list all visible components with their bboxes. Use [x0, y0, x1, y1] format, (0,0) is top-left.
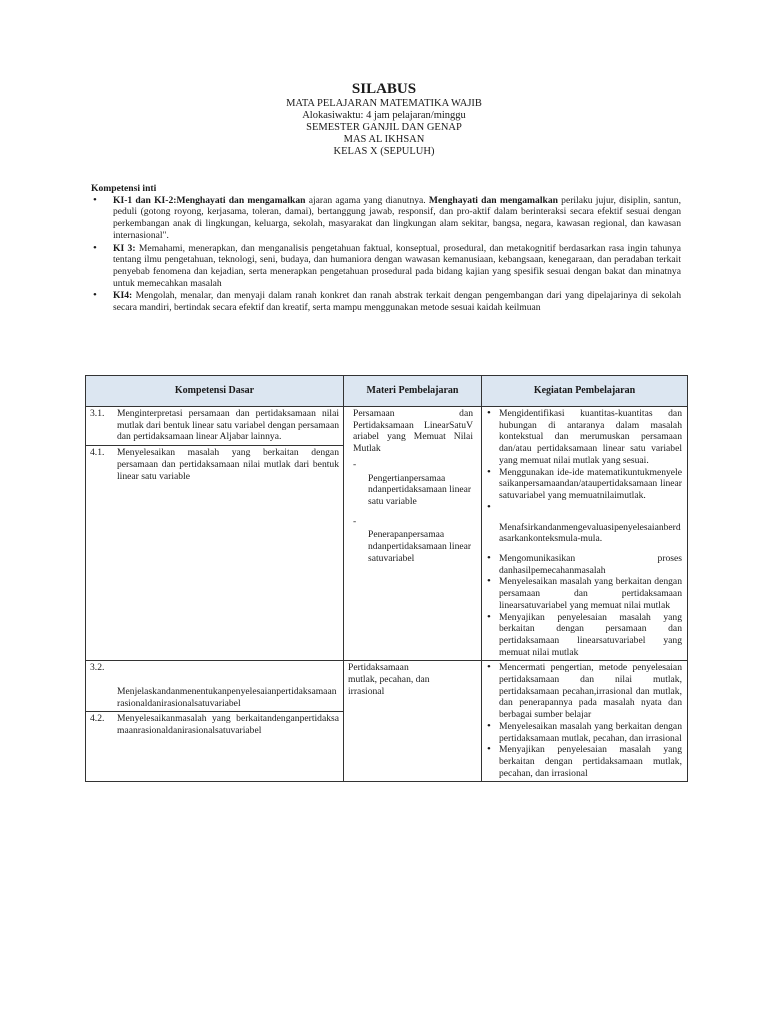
class-line: KELAS X (SEPULUH) — [333, 146, 435, 157]
kd-number: 4.1. — [90, 447, 105, 459]
materi-dash: - — [353, 458, 357, 470]
header-kegiatan: Kegiatan Pembelajaran — [482, 376, 688, 407]
core-item-ki1-label: KI-1 dan KI-2:Menghayati dan mengamalkan — [113, 194, 306, 206]
document-title: SILABUS — [351, 81, 417, 97]
core-item-ki2-text: perilaku jujur, disiplin, santun, peduli (gotong royong, kerjasama, toleran, damai), bertanggung jawab, responsif, dan pro-aktif dalam berinteraksi secara efektif sesuai dengan perkembangan anak di lingkungan, keluarga, sekolah, masyarakat dan lingkungan alam sekitar, bangsa, negara, kawasan regional, dan kawasan internasional". — [113, 194, 682, 241]
materi-main: Pertidaksamaan mutlak, pecahan, dan irrasional — [348, 662, 430, 697]
header-materi: Materi Pembelajaran — [344, 376, 482, 407]
kegiatan-list — [486, 662, 682, 779]
subject-line: MATA PELAJARAN MATEMATIKA WAJIB — [286, 98, 482, 109]
syllabus-header — [0, 80, 768, 158]
materi-dash: - — [353, 515, 357, 527]
kd-item — [86, 407, 343, 445]
materi-cell — [344, 661, 482, 782]
kd-item — [86, 661, 343, 711]
core-item-ki2-label: Menghayati dan mengamalkan — [428, 194, 558, 206]
kegiatan-cell — [482, 661, 688, 782]
materi-main: Persamaan dan Pertidaksamaan LinearSatuV ariabel yang Memuat Nilai Mutlak — [353, 408, 473, 455]
core-competencies — [91, 183, 681, 315]
materi-sub-item: Pengertianpersamaa ndanpertidaksamaan linear satu variable — [368, 472, 472, 507]
table-row — [86, 661, 688, 782]
materi-cell — [344, 407, 482, 661]
kd-cell — [86, 661, 344, 782]
kd-item — [86, 445, 343, 484]
core-item-ki4-label: KI4: — [113, 290, 133, 302]
kd-item — [86, 711, 343, 738]
list-item: • Mencermati pengertian, metode penyelesaian pertidaksamaan dan nilai mutlak, pertidaksamaan pecahan,irrasional dan mutlak, dan penerapannya pada masalah nyata dan berbagai sumber belajar — [486, 662, 682, 721]
materi-sub-item: Penerapanpersamaa ndanpertidaksamaan linear satuvariabel — [368, 529, 472, 564]
list-item: • Mengidentifikasi kuantitas-kuantitas dan hubungan di antaranya dalam masalah kontekstual dan merumuskan persamaan dan/atau pertidaksamaan linear satu variabel yang memuat nilai mutlak yang sesuai. — [486, 408, 682, 467]
kd-number: 3.2. — [90, 662, 105, 674]
kegiatan-list — [486, 553, 682, 658]
core-item-ki4-text: Mengolah, menalar, dan menyaji dalam ranah konkret dan ranah abstrak terkait dengan pengembangan dari yang dipelajarinya di sekolah secara mandiri, bertindak secara efektif dan kreatif, serta mampu menggunakan metode sesuai kaidah keilmuan — [113, 290, 681, 314]
list-item: • Menggunakan ide-ide matematikuntukmenyelesaikanpersamaandan/ataupertidaksamaan linear satuvariabel yang memuatnilaimutlak. — [486, 467, 682, 502]
kegiatan-text: Menafsirkandanmengevaluasipenyelesaianberdasarkankonteksmula-mula. — [499, 521, 681, 545]
list-item: • Menyajikan penyelesaian masalah yang berkaitan dengan persamaan dan pertidaksamaan linearsatuvariabel yang memuat nilai mutlak — [486, 612, 682, 659]
kd-text: Menyelesaikanmasalah yang berkaitandenganpertidaksamaanrasionaldanirasionalsatuvariabel — [117, 713, 339, 737]
list-item-empty — [486, 502, 682, 514]
kegiatan-list — [486, 408, 682, 514]
core-item-ki4 — [91, 290, 681, 313]
header-kompetensi-dasar: Kompetensi Dasar — [86, 376, 344, 407]
table-header-row — [86, 376, 688, 407]
kd-text: Menginterpretasi persamaan dan pertidaksamaan nilai mutlak dari bentuk linear satu variabel dengan persamaan dan pertidaksamaan linear Aljabar lainnya. — [117, 408, 339, 443]
kd-cell — [86, 407, 344, 661]
list-item: • Menyajikan penyelesaian masalah yang berkaitan dengan pertidaksamaan mutlak, pecahan, dan irrasional — [486, 744, 682, 779]
core-item-ki1-ki2 — [91, 195, 681, 242]
core-item-ki3-label: KI 3: — [113, 242, 136, 254]
kegiatan-cell — [482, 407, 688, 661]
list-item: • Mengomunikasikan proses danhasilpemecahanmasalah — [486, 553, 682, 576]
kd-text: Menjelaskandanmenentukanpenyelesaianpertidaksamaanrasionaldanirasionalsatuvariabel — [117, 686, 337, 709]
core-item-ki1-text: ajaran agama yang dianutnya. — [305, 194, 429, 206]
list-item: • Menyelesaikan masalah yang berkaitan dengan pertidaksamaan mutlak, pecahan, dan irrasional — [486, 721, 682, 744]
core-competencies-list — [91, 195, 681, 314]
syllabus-table — [85, 375, 688, 782]
core-competencies-heading: Kompetensi inti — [91, 183, 157, 194]
core-item-ki3-text: Memahami, menerapkan, dan menganalisis pengetahuan faktual, konseptual, prosedural, dan metakognitif berdasarkan rasa ingin tahunya tentang ilmu pengetahuan, teknologi, seni, budaya, dan humaniora dengan wawasan kemanusiaan, kebangsaan, kenegaraan, dan peradaban terkait penyebab fenomena dan kejadian, serta menerapkan pengetahuan prosedural pada bidang kajian yang spesifik sesuai dengan bakat dan minatnya untuk memecahkan masalah — [113, 242, 681, 289]
time-allocation-line: Alokasiwaktu: 4 jam pelajaran/minggu — [302, 110, 466, 121]
kd-number: 4.2. — [90, 713, 105, 725]
core-item-ki3 — [91, 243, 681, 290]
school-line: MAS AL IKHSAN — [343, 134, 425, 145]
kd-number: 3.1. — [90, 408, 105, 419]
table-row — [86, 407, 688, 661]
semester-line: SEMESTER GANJIL DAN GENAP — [306, 122, 462, 133]
kd-text: Menyelesaikan masalah yang berkaitan dengan persamaan dan pertidaksamaan nilai mutlak dari bentuk linear satu variable — [117, 447, 339, 482]
list-item: • Menyelesaikan masalah yang berkaitan dengan persamaan dan pertidaksamaan linearsatuvariabel yang memuat nilai mutlak — [486, 576, 682, 611]
